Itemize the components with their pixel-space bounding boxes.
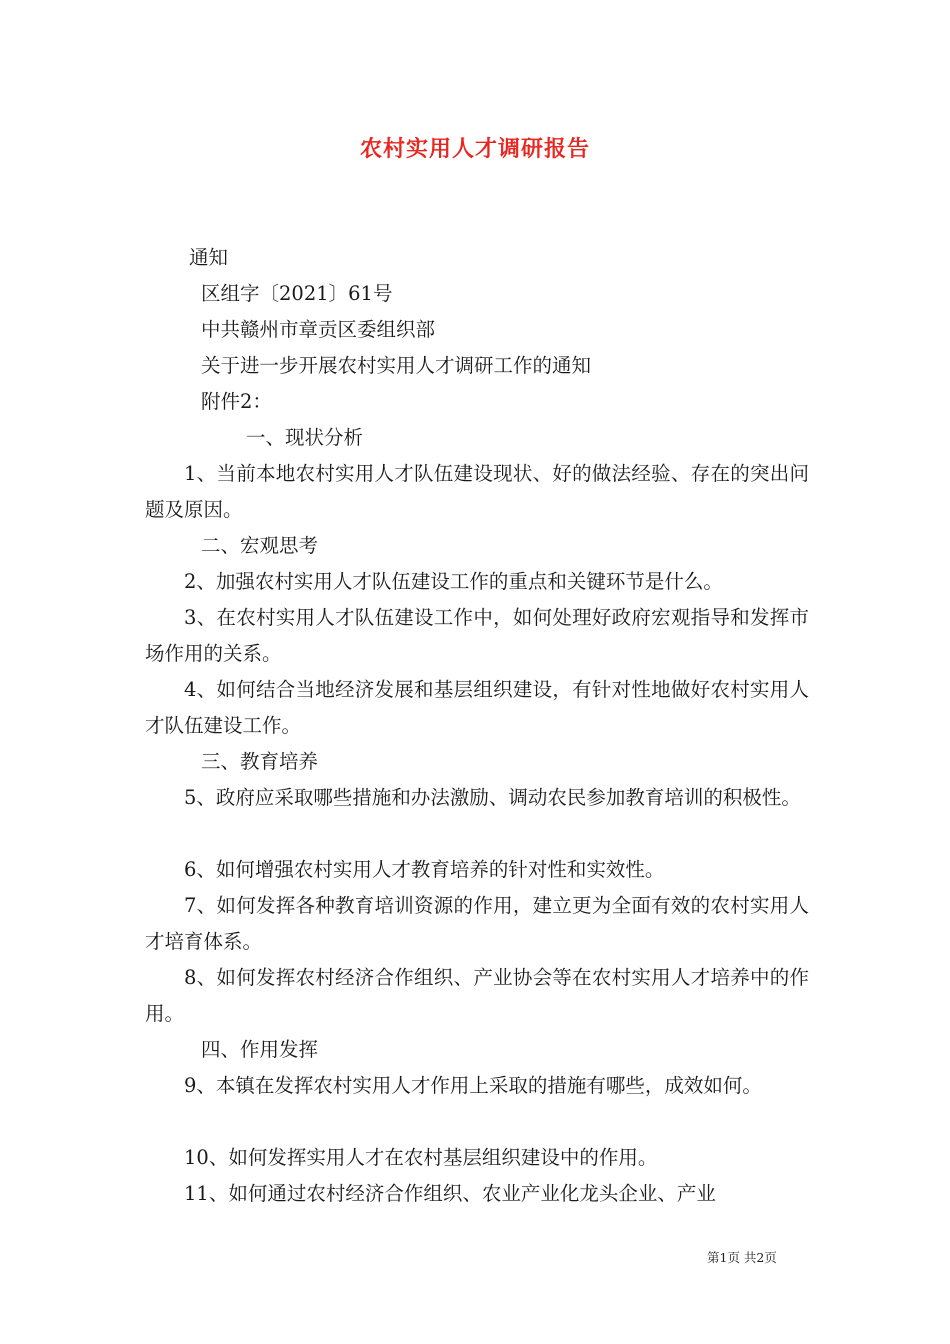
item-7: 7、如何发挥各种教育培训资源的作用，建立更为全面有效的农村实用人才培育体系。 xyxy=(145,894,809,953)
item-1: 1、当前本地农村实用人才队伍建设现状、好的做法经验、存在的突出问题及原因。 xyxy=(145,462,809,521)
header-line-doc-number: 区组字〔2021〕61号 xyxy=(201,282,393,305)
item-9: 9、本镇在发挥农村实用人才作用上采取的措施有哪些，成效如何。 xyxy=(184,1074,762,1097)
section-heading-4: 四、作用发挥 xyxy=(201,1038,319,1061)
header-line-attachment: 附件2： xyxy=(201,390,272,413)
header-line-issuer: 中共赣州市章贡区委组织部 xyxy=(201,318,436,341)
item-10: 10、如何发挥实用人才在农村基层组织建设中的作用。 xyxy=(184,1146,658,1169)
item-4: 4、如何结合当地经济发展和基层组织建设，有针对性地做好农村实用人才队伍建设工作。 xyxy=(145,678,809,737)
page-footer: 第1页 共2页 xyxy=(707,1250,777,1265)
item-3: 3、在农村实用人才队伍建设工作中，如何处理好政府宏观指导和发挥市场作用的关系。 xyxy=(145,606,809,665)
section-heading-1: 一、现状分析 xyxy=(246,426,364,449)
header-line-subject: 关于进一步开展农村实用人才调研工作的通知 xyxy=(201,354,592,377)
item-11: 11、如何通过农村经济合作组织、农业产业化龙头企业、产业 xyxy=(184,1182,716,1205)
item-6: 6、如何增强农村实用人才教育培养的针对性和实效性。 xyxy=(184,858,665,881)
item-5: 5、政府应采取哪些措施和办法激励、调动农民参加教育培训的积极性。 xyxy=(184,786,801,809)
item-2: 2、加强农村实用人才队伍建设工作的重点和关键环节是什么。 xyxy=(184,570,723,593)
document-title: 农村实用人才调研报告 xyxy=(359,137,590,162)
item-8: 8、如何发挥农村经济合作组织、产业协会等在农村实用人才培养中的作用。 xyxy=(145,966,809,1025)
header-line-notice: 通知 xyxy=(189,246,229,269)
section-heading-3: 三、教育培养 xyxy=(201,750,319,773)
section-heading-2: 二、宏观思考 xyxy=(201,534,319,557)
